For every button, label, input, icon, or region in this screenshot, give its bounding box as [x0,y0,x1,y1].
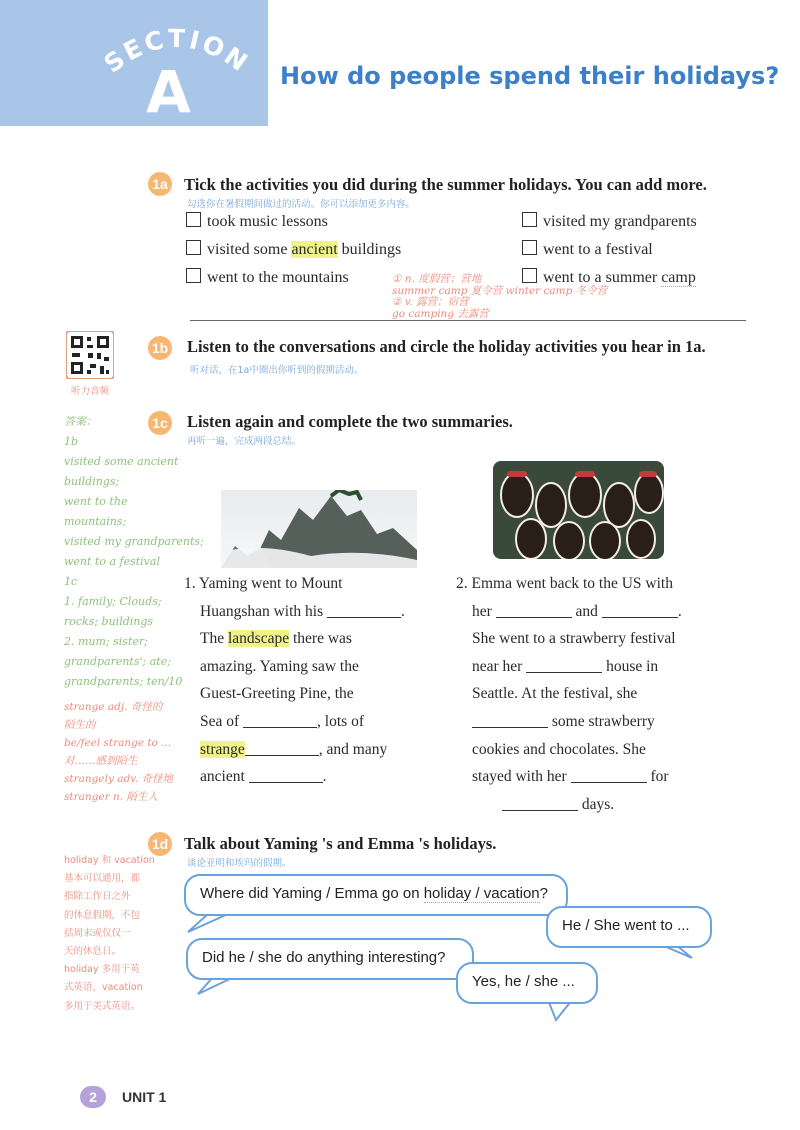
blank-family[interactable] [327,603,401,618]
summary-line: Huangshan with his . [200,602,405,620]
answer-notes: 答案： 1b visited some ancient buildings; went to the mountains; visited my grandparents; went to a festival 1c 1. family; Clouds; rocks; buildings 2. mum; sister; grandparents'; ate; grandparents; ten/10 [64,415,204,688]
speech-bubble-answer-1: He / She went to ... [546,906,712,948]
badge-1a: 1a [148,172,172,196]
summary-2 [456,570,682,818]
speech-bubble-answer-2: Yes, he / she ... [456,962,598,1004]
speech-bubble-question-2: Did he / she do anything interesting? [186,938,474,980]
badge-1b: 1b [148,336,172,360]
note-1d-zh: 谈论亚明和埃玛的假期。 [187,858,292,869]
summary-1 [184,570,405,791]
activity-item[interactable]: visited my grandparents [522,212,697,240]
summary-line: strange , and many [200,740,388,758]
summary-line: her and . [472,602,682,620]
qr-label: 听力音频 [70,386,109,397]
blank-sister[interactable] [602,603,678,618]
activity-item[interactable]: took music lessons [186,212,401,240]
summary-line: Seattle. At the festival, she [472,685,638,703]
summary-line: Sea of , lots of [200,712,364,730]
checkbox[interactable] [186,268,201,283]
blank-rocks[interactable] [245,741,319,756]
qr-code-icon[interactable] [66,331,114,379]
instruction-1a: Tick the activities you did during the summer holidays. You can add more. [184,175,707,194]
summary-line: amazing. Yaming saw the [200,657,359,675]
checkbox[interactable] [186,240,201,255]
page-title: How do people spend their holidays? [280,62,780,90]
blank-grandparents-2[interactable] [571,768,647,783]
summary-line: stayed with her for [472,768,669,786]
note-1b-zh: 听对话，在1a中圈出你听到的假期活动。 [190,365,364,376]
blank-grandparents[interactable] [526,658,602,673]
section-word: SECTION [98,23,256,79]
camp-notes: ① n. 度假营；营地 summer camp 夏令营 winter camp 冬令营 ② v. 露营；宿营 go camping 去露营 [392,273,608,320]
unit-label: UNIT 1 [122,1089,167,1105]
checkbox[interactable] [522,212,537,227]
summary-line: days. [456,791,682,819]
blank-ate[interactable] [472,713,548,728]
activity-item[interactable]: went to a festival [522,240,697,268]
divider [190,320,746,321]
summary-line: some strawberry [456,708,682,736]
blank-buildings[interactable] [249,768,323,783]
blank-mum[interactable] [496,603,572,618]
instruction-1c: Listen again and complete the two summaries. [187,412,513,431]
instruction-1d: Talk about Yaming 's and Emma 's holidays. [184,834,497,853]
badge-1d: 1d [148,832,172,856]
instruction-1b: Listen to the conversations and circle the holiday activities you hear in 1a. [187,337,706,356]
blank-ten[interactable] [502,796,578,811]
summary-line: cookies and chocolates. She [472,740,646,758]
summary-line: near her house in [472,657,659,675]
page-number: 2 [80,1086,106,1108]
holiday-vacation-notes: holiday 和 vacation 基本可以通用，都 指除工作日之外 的休息假期，不包 括周末或仅仅一 天的休息日。 holiday 多用于英 式英语，vacation 多用于美式英语。 [64,855,155,1012]
summary-line: Guest-Greeting Pine, the [200,685,354,703]
activity-item[interactable]: went to a summer camp [522,268,697,296]
summary-line: ancient . [200,768,327,786]
activity-item[interactable]: visited some ancient buildings [186,240,401,268]
checkbox[interactable] [186,212,201,227]
checkbox[interactable] [522,240,537,255]
summary-line: 1. Yaming went to Mount [184,575,343,592]
activity-item[interactable]: went to the mountains [186,268,401,296]
note-1a-zh: 勾选你在暑假期间做过的活动。你可以添加更多内容。 [187,199,416,210]
section-letter: A [146,58,191,126]
mountain-photo [221,490,417,568]
note-1c-zh: 再听一遍，完成两段总结。 [187,436,302,447]
speech-bubble-question-1: Where did Yaming / Emma go on holiday / vacation? [184,874,568,916]
strawberry-chocolate-photo [493,461,664,559]
strange-notes: strange adj. 奇怪的 陌生的 be/feel strange to ... 对……感到陌生 strangely adv. 奇怪地 stranger n. 陌生人 [64,701,174,803]
badge-1c: 1c [148,411,172,435]
summary-line: She went to a strawberry festival [472,630,676,648]
blank-clouds[interactable] [243,713,317,728]
summary-line: The landscape there was [200,630,352,648]
activities-left [186,212,401,296]
summary-line: 2. Emma went back to the US with [456,575,673,592]
